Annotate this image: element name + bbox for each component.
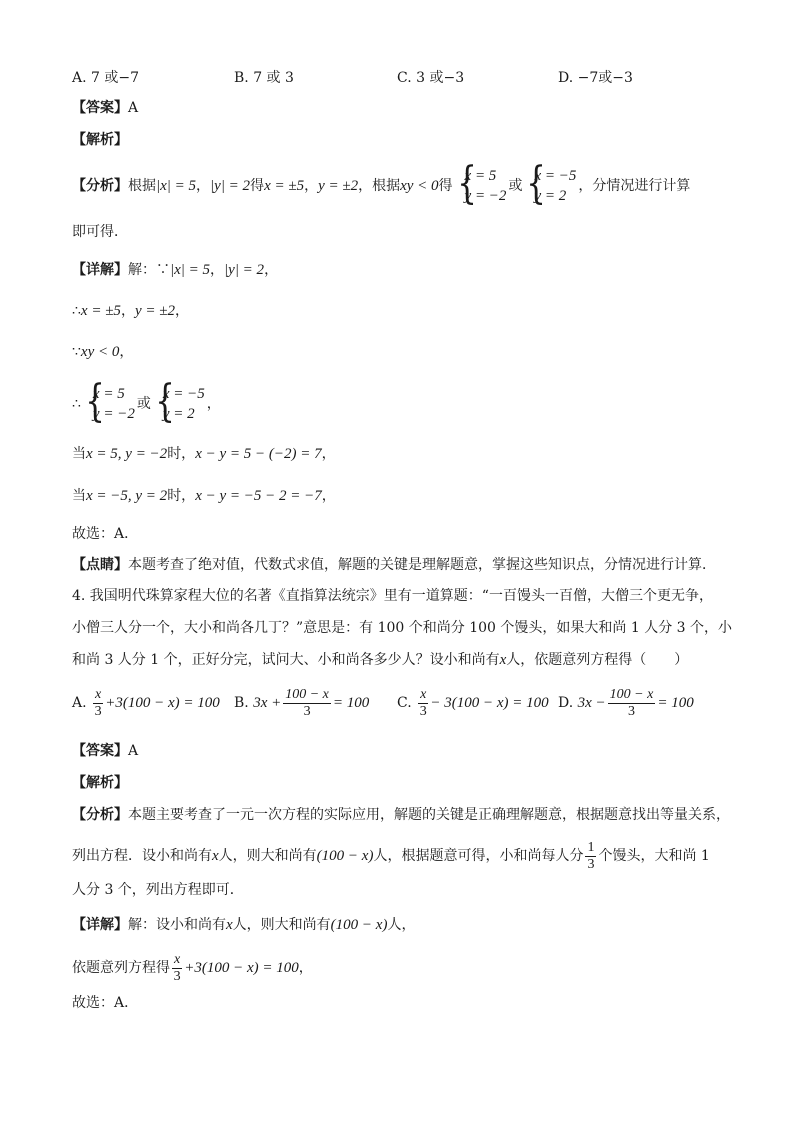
- math-x-values: x = ±5: [80, 303, 121, 319]
- or-text: 或: [508, 178, 523, 194]
- detail-text: 当: [72, 488, 86, 504]
- q3-fenxi-continued: 即可得．: [72, 224, 128, 240]
- fenxi-text: ，分情况进行计算: [578, 178, 691, 194]
- q3-answer: [72, 98, 138, 118]
- equation-system: [83, 384, 135, 424]
- therefore-symbol: ∴: [72, 303, 81, 319]
- equation-system: [524, 166, 576, 206]
- separator: ，: [120, 303, 135, 319]
- q4-detail-line-1: [72, 915, 415, 935]
- q3-detail-line-1: [72, 260, 278, 280]
- math-abs-x: |x| = 5: [156, 178, 197, 194]
- math-xy-condition: xy < 0: [80, 344, 120, 360]
- q4-fenxi-line-3: 人分 3 个，列出方程即可．: [72, 882, 244, 898]
- fraction: $\frac{100 - x}{3}$: [285, 686, 329, 719]
- fraction: $\frac{x}{3}$: [173, 951, 181, 984]
- system-row: { x = 5: [92, 386, 125, 402]
- q4-answer: [72, 741, 138, 761]
- detail-tag: 【详解】: [72, 917, 128, 933]
- fenxi-tag: 【分析】: [72, 807, 128, 823]
- q3-detail-line-5: [72, 444, 336, 464]
- math-expression: 3x +: [253, 695, 282, 711]
- math-y-values: y = ±2: [318, 178, 359, 194]
- system-row: { x = −5: [162, 386, 205, 402]
- option-label: B.: [234, 695, 249, 711]
- q4-conclusion: 故选：A．: [72, 995, 139, 1011]
- fenxi-text: ，根据: [358, 178, 401, 194]
- system-row: y = 2: [534, 188, 567, 204]
- math-expression: (100 − x): [330, 917, 388, 933]
- q4-option-d: [558, 685, 694, 721]
- stem-text: 人，依题意列方程得（ ）: [506, 652, 689, 668]
- option-label: D.: [558, 695, 574, 711]
- math-var: x: [499, 652, 507, 668]
- math-case: x = 5, y = −2: [86, 446, 168, 462]
- system-row: y = −2: [92, 406, 135, 422]
- fenxi-text: 得: [438, 178, 453, 194]
- separator: ，: [206, 396, 221, 412]
- equation-system: [455, 166, 507, 206]
- detail-tag: 【详解】: [72, 262, 128, 278]
- math-result: x − y = 5 − (−2) = 7: [195, 446, 322, 462]
- or-text: 或: [136, 396, 151, 412]
- stem-text: 和尚 3 人分 1 个，正好分完，试问大、小和尚各多少人？设小和尚有: [72, 652, 500, 668]
- equation-system: [153, 384, 205, 424]
- math-abs-x: |x| = 5: [170, 262, 211, 278]
- fenxi-text: 列出方程．设小和尚有: [72, 848, 212, 864]
- q3-conclusion: 故选：A．: [72, 526, 139, 542]
- analysis-tag: 【解析】: [72, 775, 128, 791]
- detail-text: 时，: [167, 488, 196, 504]
- q3-option-b: B. 7 或 3: [234, 70, 294, 86]
- q3-fenxi: [72, 162, 690, 210]
- math-x-values: x = ±5: [264, 178, 305, 194]
- math-expression: = 100: [332, 695, 370, 711]
- q4-option-a: [72, 685, 220, 721]
- analysis-tag: 【解析】: [72, 132, 128, 148]
- option-label: A.: [72, 695, 87, 711]
- detail-text: 时，: [167, 446, 196, 462]
- math-xy-condition: xy < 0: [400, 178, 439, 194]
- detail-text: 依题意列方程得: [72, 960, 170, 976]
- math-expression: = 100: [657, 695, 694, 711]
- dianjing-text: 本题考查了绝对值，代数式求值，解题的关键是理解题意，掌握这些知识点，分情况进行计算．: [128, 557, 716, 573]
- q3-option-c: C. 3 或−3: [397, 70, 465, 86]
- q3-detail-line-4: [72, 380, 221, 428]
- math-expression: +3(100 − x) = 100: [105, 695, 220, 711]
- fraction: $\frac{x}{3}$: [419, 686, 427, 719]
- separator: ，: [264, 262, 279, 278]
- system-row: y = −2: [464, 188, 507, 204]
- detail-text: 解：∵: [128, 262, 170, 278]
- math-expression: 3x −: [577, 695, 606, 711]
- system-row: { x = −5: [534, 168, 577, 184]
- q4-fenxi-line-2: [72, 834, 710, 878]
- math-var: x: [226, 917, 233, 933]
- fraction: $\frac{100 - x}{3}$: [609, 686, 654, 719]
- math-case: x = −5, y = 2: [86, 488, 168, 504]
- q4-analysis-tag: [72, 773, 128, 793]
- q3-detail-line-3: [72, 342, 133, 362]
- fenxi-text: 根据: [128, 178, 156, 194]
- separator: ，: [119, 344, 134, 360]
- detail-text: 解：设小和尚有: [128, 917, 226, 933]
- math-abs-y: |y| = 2: [224, 262, 265, 278]
- fenxi-text: 个馒头，大和尚 1: [598, 848, 710, 864]
- q4-option-c: [397, 685, 549, 721]
- q4-stem-line-3: [72, 650, 688, 670]
- q4-stem-line-1: 4. 我国明代珠算家程大位的名著《直指算法统宗》里有一道算题：“一百馒头一百僧，大僧三个更无争，: [72, 588, 713, 604]
- answer-tag: 【答案】: [72, 100, 128, 116]
- separator: ，: [210, 262, 225, 278]
- q4-option-b: [234, 685, 369, 721]
- math-expression: − 3(100 − x) = 100: [430, 695, 549, 711]
- option-label: C.: [397, 695, 412, 711]
- dianjing-tag: 【点睛】: [72, 557, 128, 573]
- fenxi-text: 得: [250, 178, 265, 194]
- q4-detail-line-2: [72, 948, 313, 988]
- detail-text: 当: [72, 446, 86, 462]
- math-expression: (100 − x): [316, 848, 374, 864]
- math-y-values: y = ±2: [134, 303, 175, 319]
- q3-dianjing: [72, 555, 716, 575]
- q3-detail-line-6: [72, 486, 336, 506]
- answer-value: A: [128, 100, 139, 116]
- separator: ，: [304, 178, 319, 194]
- detail-text: 人，: [387, 917, 416, 933]
- q3-option-a: A. 7 或−7: [72, 70, 140, 86]
- q3-option-d: D. −7或−3: [558, 70, 633, 86]
- detail-text: 人，则大和尚有: [232, 917, 331, 933]
- separator: ，: [321, 488, 336, 504]
- q3-analysis-tag: [72, 130, 128, 150]
- answer-value: A: [128, 743, 139, 759]
- because-symbol: ∵: [72, 344, 81, 360]
- system-row: y = 2: [162, 406, 195, 422]
- math-abs-y: |y| = 2: [210, 178, 251, 194]
- fenxi-tag: 【分析】: [72, 178, 128, 194]
- therefore-symbol: ∴: [72, 396, 81, 412]
- fraction: $\frac{1}{3}$: [587, 839, 595, 872]
- math-expression: +3(100 − x) = 100: [184, 960, 299, 976]
- math-var: x: [212, 848, 219, 864]
- separator: ，: [298, 960, 313, 976]
- q4-stem-line-2: 小僧三人分一个，大小和尚各几丁？”意思是：有 100 个和尚分 100 个馒头，如果大和尚 1 人分 3 个，小: [72, 620, 733, 636]
- fenxi-text: 人，则大和尚有: [218, 848, 317, 864]
- q3-detail-line-2: [72, 301, 189, 321]
- separator: ，: [174, 303, 189, 319]
- fenxi-text: 人，根据题意可得，小和尚每人分: [373, 848, 584, 864]
- answer-tag: 【答案】: [72, 743, 128, 759]
- q4-fenxi-line-1: [72, 805, 730, 825]
- math-result: x − y = −5 − 2 = −7: [195, 488, 322, 504]
- fraction: $\frac{x}{3}$: [94, 686, 102, 719]
- system-row: { x = 5: [464, 168, 497, 184]
- separator: ，: [196, 178, 211, 194]
- separator: ，: [321, 446, 336, 462]
- fenxi-text: 本题主要考查了一元一次方程的实际应用，解题的关键是正确理解题意，根据题意找出等量关系，: [128, 807, 730, 823]
